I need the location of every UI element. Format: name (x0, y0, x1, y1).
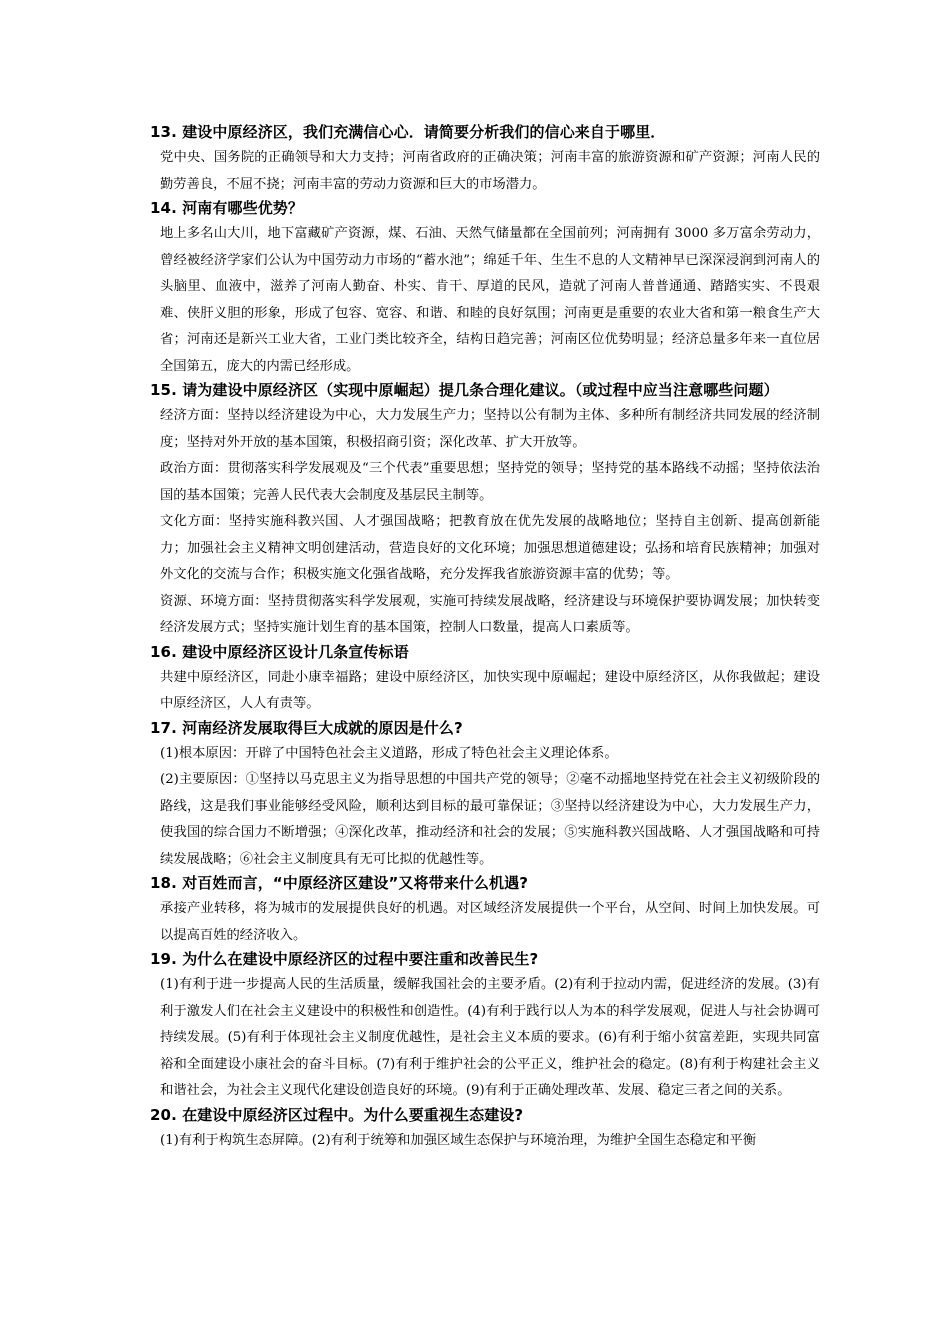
section-19 (150, 949, 820, 1105)
section-16 (150, 642, 820, 718)
answer-13-paragraph: 党中央、国务院的正确领导和大力支持；河南省政府的正确决策；河南丰富的旅游资源和矿产资源；河南人民的勤劳善良，不屈不挠；河南丰富的劳动力资源和巨大的市场潜力。 (160, 150, 820, 192)
question-20-title: 20. 在建设中原经济区过程中。为什么要重视生态建设? (150, 1105, 524, 1124)
question-15-title: 15. 请为建设中原经济区（实现中原崛起）提几条合理化建议。（或过程中应当注意哪些问题） (150, 381, 779, 399)
answer-15-economy: 经济方面：坚持以经济建设为中心，大力发展生产力；坚持以公有制为主体、多种所有制经济共同发展的经济制度；坚持对外开放的基本国策，积极招商引资；深化改革、扩大开放等。 (160, 408, 820, 450)
section-20 (150, 1105, 820, 1155)
document-content (150, 122, 820, 1154)
answer-14-paragraph: 地上多名山大川，地下富藏矿产资源，煤、石油、天然气储量都在全国前列；河南拥有 3000 多万富余劳动力，曾经被经济学家们公认为中国劳动力市场的“蓄水池”；绵延千年、生生不息的人文精神早已深深浸润到河南人的头脑里、血液中，滋养了河南人勤奋、朴实、肯干、厚道的民风，造就了河南人普普通通、踏踏实实、不畏艰难、侠肝义胆的形象，形成了包容、宽容、和谐、和睦的良好氛围；河南更是重要的农业大省和第一粮食生产大省；河南还是新兴工业大省，工业门类比较齐全，结构日趋完善；河南区位优势明显；经济总量多年来一直位居全国第五，庞大的内需已经形成。 (160, 226, 820, 374)
section-17 (150, 718, 820, 874)
section-13 (150, 122, 820, 198)
section-15 (150, 380, 820, 642)
answer-17-main-causes: (2)主要原因：①坚持以马克思主义为指导思想的中国共产党的领导；②毫不动摇地坚持党在社会主义初级阶段的路线，这是我们事业能够经受风险，顺利达到目标的最可靠保证；③坚持以经济建设为中心，大力发展生产力，使我国的综合国力不断增强；④深化改革，推动经济和社会的发展；⑤实施科教兴国战略、人才强国战略和可持续发展战略；⑥社会主义制度具有无可比拟的优越性等。 (160, 772, 820, 867)
section-18 (150, 873, 820, 949)
question-17-title: 17. 河南经济发展取得巨大成就的原因是什么? (150, 718, 463, 737)
answer-16-paragraph: 共建中原经济区，同赴小康幸福路；建设中原经济区，加快实现中原崛起；建设中原经济区，从你我做起；建设中原经济区，人人有责等。 (160, 669, 820, 711)
answer-17-root-cause: (1)根本原因：开辟了中国特色社会主义道路，形成了特色社会主义理论体系。 (160, 745, 618, 761)
answer-15-environment: 资源、环境方面：坚持贯彻落实科学发展观，实施可持续发展战略，经济建设与环境保护要协调发展；加快转变经济发展方式；坚持实施计划生育的基本国策，控制人口数量，提高人口素质等。 (160, 593, 820, 635)
question-13-title: 13. 建设中原经济区，我们充满信心心．请简要分析我们的信心来自于哪里． (150, 123, 666, 141)
answer-19-paragraph: (1)有利于进一步提高人民的生活质量，缓解我国社会的主要矛盾。(2)有利于拉动内需，促进经济的发展。(3)有利于激发人们在社会主义建设中的积极性和创造性。(4)有利于践行以人为本的科学发展观，促进人与社会协调可持续发展。(5)有利于体现社会主义制度优越性，是社会主义本质的要求。(6)有利于缩小贫富差距，实现共同富裕和全面建设小康社会的奋斗目标。(7)有利于维护社会的公平正义，维护社会的稳定。(8)有利于构建社会主义和谐社会，为社会主义现代化建设创造良好的环境。(9)有利于正确处理改革、发展、稳定三者之间的关系。 (160, 977, 820, 1098)
question-14-title: 14. 河南有哪些优势？ (150, 199, 303, 217)
answer-20-paragraph: (1)有利于构筑生态屏障。(2)有利于统筹和加强区域生态保护与环境治理，为维护全国生态稳定和平衡 (160, 1132, 757, 1148)
question-19-title: 19. 为什么在建设中原经济区的过程中要注重和改善民生? (150, 950, 539, 968)
answer-15-culture: 文化方面：坚持实施科教兴国、人才强国战略；把教育放在优先发展的战略地位；坚持自主创新、提高创新能力；加强社会主义精神文明创建活动，营造良好的文化环境；加强思想道德建设；弘扬和培育民族精神；加强对外文化的交流与合作；积极实施文化强省战略，充分发挥我省旅游资源丰富的优势；等。 (160, 514, 820, 582)
answer-15-politics: 政治方面：贯彻落实科学发展观及“三个代表”重要思想；坚持党的领导；坚持党的基本路线不动摇；坚持依法治国的基本国策；完善人民代表大会制度及基层民主制等。 (160, 461, 820, 503)
question-16-title: 16. 建设中原经济区设计几条宣传标语 (150, 642, 409, 661)
question-18-title: 18. 对百姓而言，“中原经济区建设”又将带来什么机遇? (150, 874, 529, 892)
section-14 (150, 198, 820, 380)
answer-18-paragraph: 承接产业转移，将为城市的发展提供良好的机遇。对区域经济发展提供一个平台，从空间、时间上加快发展。可以提高百姓的经济收入。 (160, 901, 820, 943)
